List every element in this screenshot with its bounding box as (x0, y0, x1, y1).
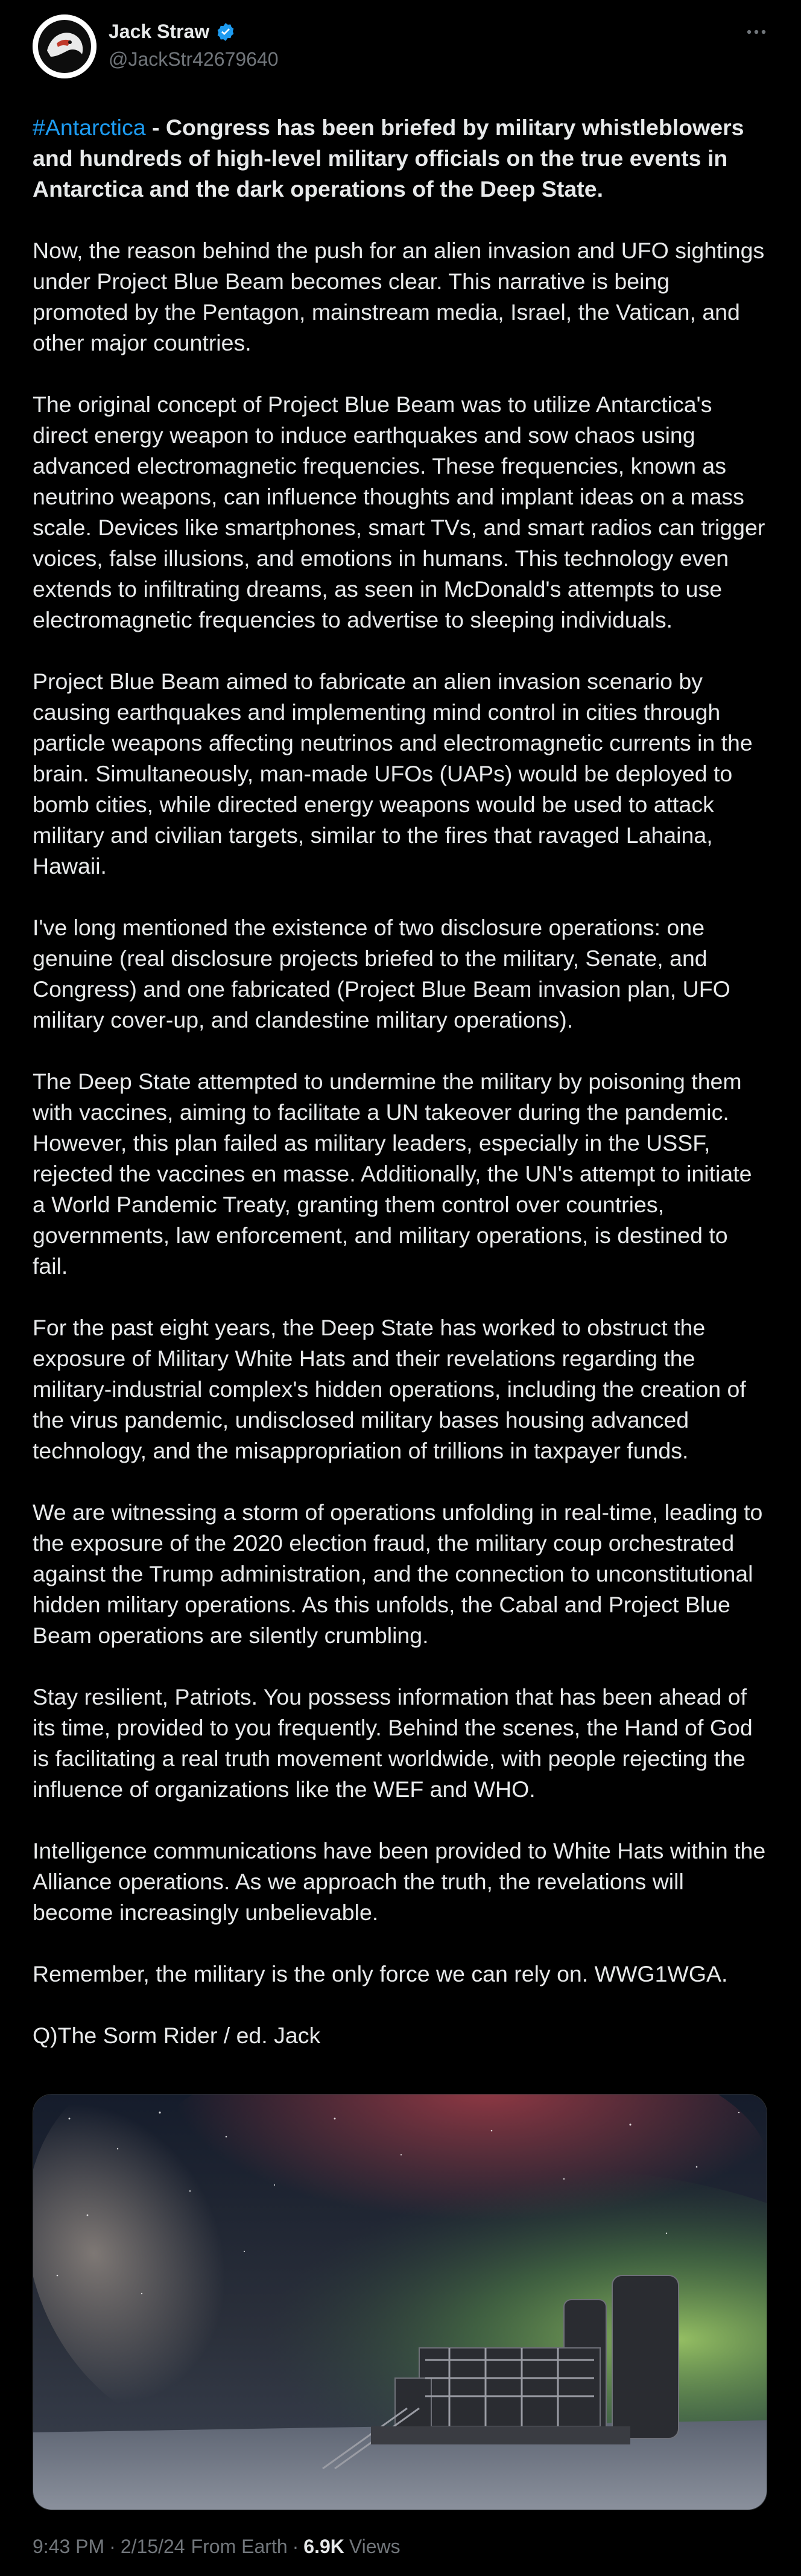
author-name-row (109, 21, 236, 43)
aurora-night-sky-image (33, 2094, 767, 2510)
tweet-meta (33, 2536, 400, 2558)
tweet-paragraph: Remember, the military is the only force we can rely on. WWG1WGA. (33, 1961, 728, 1986)
views-label: Views (349, 2536, 400, 2557)
avatar-image-icon (33, 14, 97, 78)
views-count[interactable]: 6.9K (303, 2536, 344, 2557)
tweet-paragraph: Project Blue Beam aimed to fabricate an alien invasion scenario by causing earthquakes and implementing mind control in cities through particle weapons affecting neutrinos and electromagnetic currents in the brain. Simultaneously, man-made UFOs (UAPs) would be deployed to bomb cities, while directed energy weapons would be used to attack military and civilian targets, similar to the fires that ravaged Lahaina, Hawaii. (33, 669, 753, 879)
tweet-paragraph: For the past eight years, the Deep State has worked to obstruct the exposure of Military White Hats and their revelations regarding the military-industrial complex's hidden operations, including the creation of the virus pandemic, undisclosed military bases housing advanced technology, and the misappropriation of trillions in taxpayer funds. (33, 1315, 746, 1463)
tweet-date[interactable]: 2/15/24 (120, 2536, 185, 2557)
tweet-header (33, 12, 768, 80)
hashtag-link[interactable]: #Antarctica (33, 115, 146, 140)
tweet-lead-text: - Congress has been briefed by military whistleblowers and hundreds of high-level military officials on the true events in Antarctica and the dark operations of the Deep State. (33, 115, 744, 202)
author-display-name[interactable]: Jack Straw (109, 21, 210, 42)
tweet-paragraph: Stay resilient, Patriots. You possess information that has been ahead of its time, provided to you frequently. Behind the scenes, the Hand of God is facilitating a real truth movement worldwide, with people rejecting the influence of organizations like the WEF and WHO. (33, 1684, 753, 1802)
tweet-paragraph: I've long mentioned the existence of two disclosure operations: one genuine (real disclosure projects briefed to the military, Senate, and Congress) and one fabricated (Project Blue Beam invasion plan, UFO military cover-up, and clandestine military operations). (33, 915, 730, 1032)
tweet-paragraph: The Deep State attempted to undermine the military by poisoning them with vaccines, aiming to facilitate a UN takeover during the pandemic. However, this plan failed as military leaders, especially in the USSF, rejected the vaccines en masse. Additionally, the UN's attempt to initiate a World Pandemic Treaty, granting them control over countries, governments, law enforcement, and military operations, is destined to fail. (33, 1069, 752, 1279)
tweet-text (33, 112, 768, 2082)
tweet-paragraph: Now, the reason behind the push for an alien invasion and UFO sightings under Project Blue Beam becomes clear. This narrative is being promoted by the Pentagon, mainstream media, Israel, the Vatican, and other major countries. (33, 238, 765, 355)
tweet-media-image[interactable] (33, 2094, 767, 2510)
verified-badge-icon (215, 22, 236, 42)
meta-separator: · (109, 2536, 116, 2557)
meta-separator: · (292, 2536, 299, 2557)
tweet-paragraph: Q)The Sorm Rider / ed. Jack (33, 2023, 321, 2048)
avatar[interactable] (33, 14, 97, 78)
tweet-lead-paragraph (33, 112, 768, 205)
tweet-paragraph: Intelligence communications have been provided to White Hats within the Alliance operations. As we approach the truth, the revelations will become increasingly unbelievable. (33, 1838, 766, 1925)
tweet-paragraph: The original concept of Project Blue Beam was to utilize Antarctica's direct energy weapon to induce earthquakes and sow chaos using advanced electromagnetic frequencies. These frequencies, known as neutrino weapons, can influence thoughts and implant ideas on a mass scale. Devices like smartphones, smart TVs, and smart radios can trigger voices, false illusions, and emotions in humans. This technology even extends to infiltrating dreams, as seen in McDonald's attempts to use electromagnetic frequencies to advertise to sleeping individuals. (33, 392, 765, 632)
tweet-source: From Earth (191, 2536, 288, 2557)
tweet-paragraph: We are witnessing a storm of operations unfolding in real-time, leading to the exposure of the 2020 election fraud, the military coup orchestrated against the Trump administration, and the connection to unconstitutional hidden military operations. As this unfolds, the Cabal and Project Blue Beam operations are silently crumbling. (33, 1499, 763, 1648)
author-handle[interactable]: @JackStr42679640 (109, 48, 279, 70)
more-options-icon[interactable] (744, 23, 768, 41)
tweet-time[interactable]: 9:43 PM (33, 2536, 105, 2557)
